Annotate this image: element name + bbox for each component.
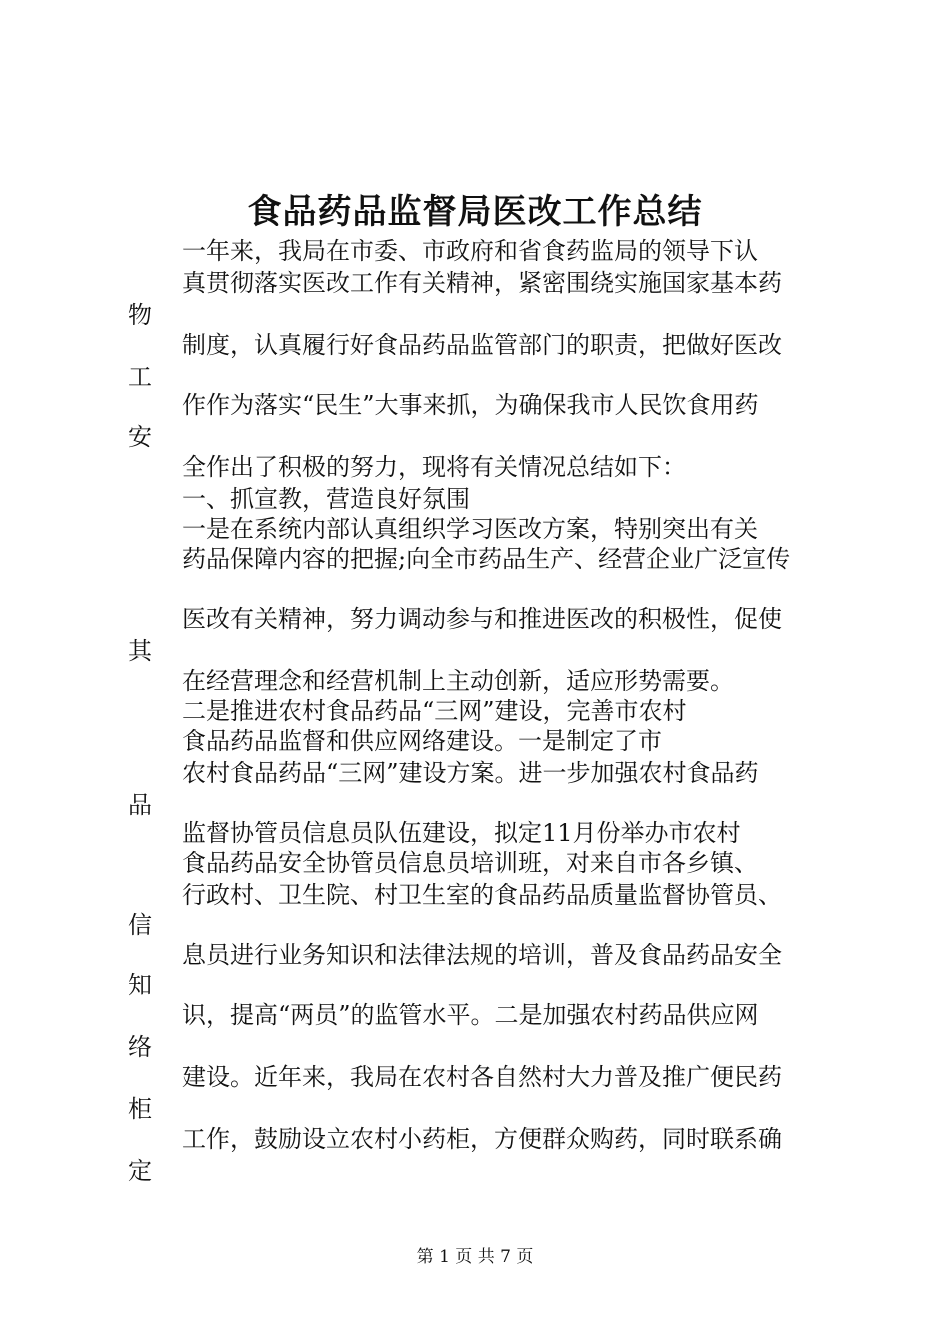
margin-char: 工 (128, 363, 152, 391)
margin-char: 安 (128, 423, 152, 451)
body-line: 药品保障内容的把握;向全市药品生产、经营企业广泛宣传 (182, 545, 791, 573)
body-line: 息员进行业务知识和法律法规的培训，普及食品药品安全 (182, 941, 782, 969)
body-line: 作作为落实“民生”大事来抓，为确保我市人民饮食用药 (182, 391, 759, 419)
body-line: 制度，认真履行好食品药品监管部门的职责，把做好医改 (182, 331, 782, 359)
margin-char: 信 (128, 911, 152, 939)
body-line: 农村食品药品“三网”建设方案。进一步加强农村食品药 (182, 759, 759, 787)
margin-char: 品 (128, 791, 152, 819)
body-line: 全作出了积极的努力，现将有关情况总结如下： (182, 453, 686, 481)
margin-char: 定 (128, 1157, 152, 1185)
margin-char: 络 (128, 1033, 152, 1061)
body-line: 食品药品安全协管员信息员培训班，对来自市各乡镇、 (182, 849, 758, 877)
body-line: 食品药品监督和供应网络建设。一是制定了市 (182, 727, 662, 755)
body-line: 一是在系统内部认真组织学习医改方案，特别突出有关 (182, 515, 758, 543)
margin-char: 柜 (128, 1095, 152, 1123)
body-line: 行政村、卫生院、村卫生室的食品药品质量监督协管员、 (182, 881, 782, 909)
body-line: 识，提高“两员”的监管水平。二是加强农村药品供应网 (182, 1001, 759, 1029)
body-line: 医改有关精神，努力调动参与和推进医改的积极性，促使 (182, 605, 782, 633)
section-heading: 一、抓宣教，营造良好氛围 (182, 485, 470, 513)
body-line: 建设。近年来，我局在农村各自然村大力普及推广便民药 (182, 1063, 782, 1091)
page-number: 第 1 页 共 7 页 (416, 1247, 534, 1267)
body-line: 工作，鼓励设立农村小药柜，方便群众购药，同时联系确 (182, 1125, 782, 1153)
body-line: 一年来，我局在市委、市政府和省食药监局的领导下认 (182, 237, 758, 265)
body-line: 真贯彻落实医改工作有关精神，紧密围绕实施国家基本药 (182, 269, 782, 297)
margin-char: 物 (128, 301, 152, 329)
body-line: 二是推进农村食品药品“三网”建设，完善市农村 (182, 697, 687, 725)
document-title: 食品药品监督局医改工作总结 (247, 192, 703, 232)
body-line: 监督协管员信息员队伍建设，拟定11月份举办市农村 (182, 819, 741, 847)
margin-char: 知 (128, 971, 152, 999)
body-line: 在经营理念和经营机制上主动创新，适应形势需要。 (182, 667, 734, 695)
margin-char: 其 (128, 637, 152, 665)
